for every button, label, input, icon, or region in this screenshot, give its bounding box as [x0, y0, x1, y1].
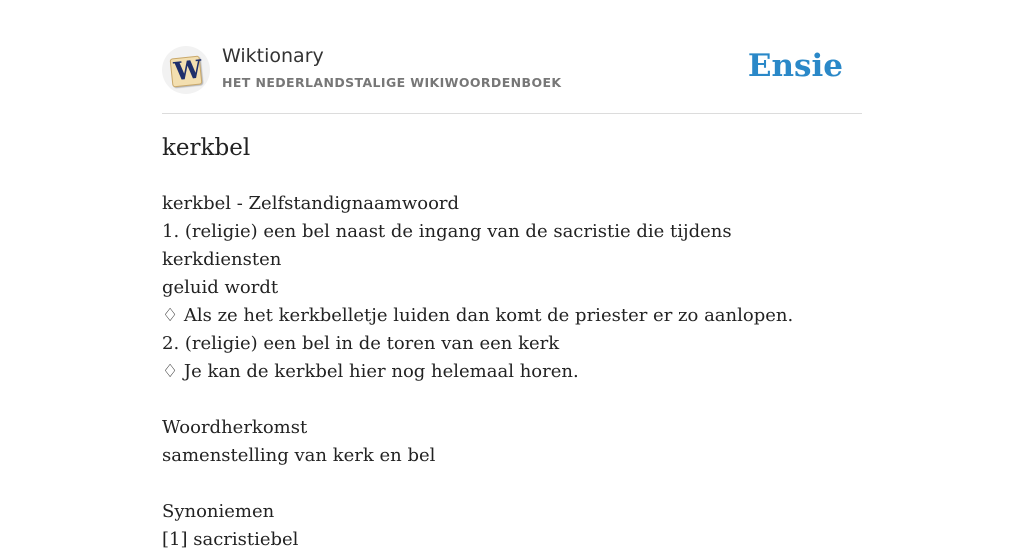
entry-heading: kerkbel - Zelfstandignaamwoord: [162, 193, 460, 214]
wiktionary-logo-icon[interactable]: [162, 46, 210, 94]
definition-2: 2. (religie) een bel in de toren van een kerk: [162, 333, 560, 354]
brand-logo[interactable]: Ensie: [747, 48, 843, 84]
site-name[interactable]: Wiktionary: [222, 45, 324, 67]
definition-1-line-2: geluid wordt: [162, 277, 279, 298]
spacer: [162, 386, 842, 414]
definition-1-line-1: 1. (religie) een bel naast de ingang van de sacristie die tijdens kerkdiensten: [162, 221, 732, 270]
synonyms-heading: Synoniemen: [162, 501, 275, 522]
etymology-text: samenstelling van kerk en bel: [162, 445, 436, 466]
page: [162, 0, 862, 550]
site-tagline: HET NEDERLANDSTALIGE WIKIWOORDENBOEK: [222, 75, 562, 90]
logo-tile: [170, 56, 203, 88]
example-1: ♢ Als ze het kerkbelletje luiden dan komt de priester er zo aanlopen.: [162, 305, 794, 326]
example-2: ♢ Je kan de kerkbel hier nog helemaal horen.: [162, 361, 579, 382]
etymology-heading: Woordherkomst: [162, 417, 308, 438]
entry-content: [162, 190, 842, 554]
logo-letter: W: [172, 54, 204, 87]
page-title: kerkbel: [162, 135, 251, 161]
synonym-1: [1] sacristiebel: [162, 529, 299, 550]
site-header: [162, 0, 862, 114]
spacer: [162, 470, 842, 498]
